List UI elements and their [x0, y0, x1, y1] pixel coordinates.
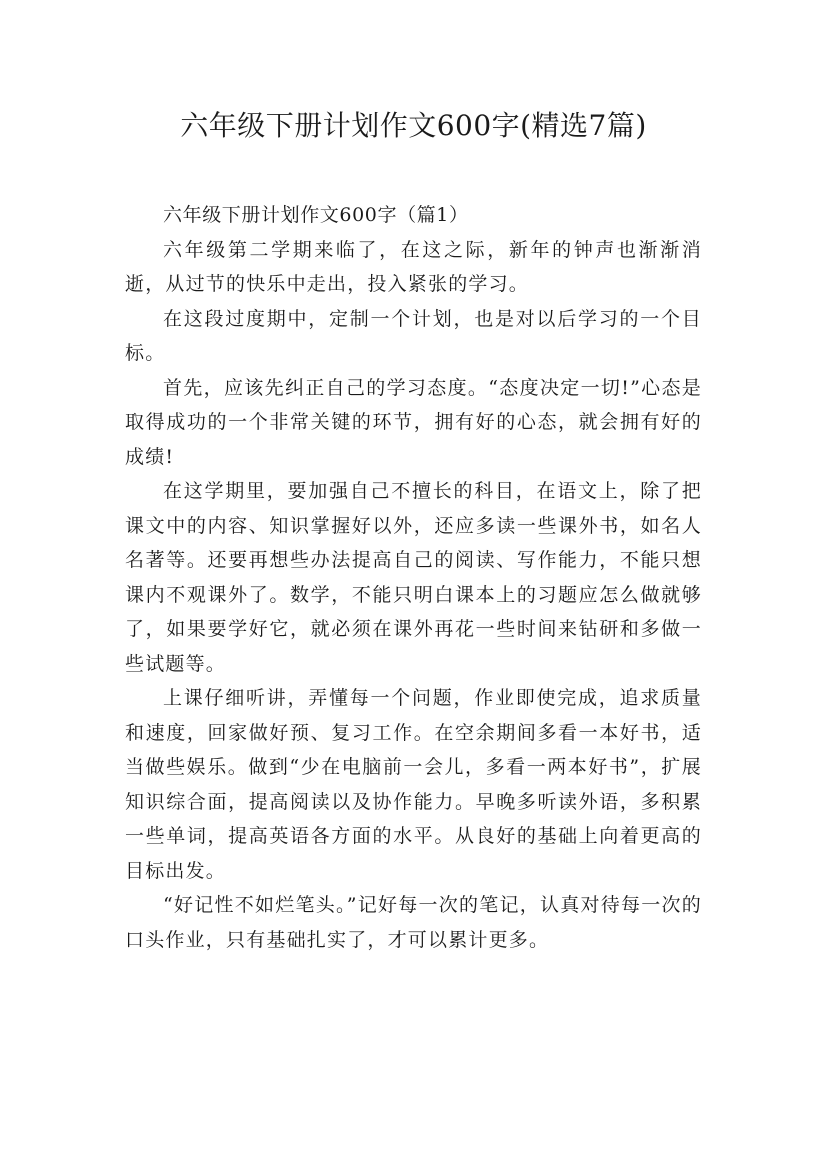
- paragraph: 首先，应该先纠正自己的学习态度。“态度决定一切!”心态是取得成功的一个非常关键的环节，拥有好的心态，就会拥有好的成绩!: [125, 376, 702, 468]
- paragraph: 上课仔细听讲，弄懂每一个问题，作业即使完成，追求质量和速度，回家做好预、复习工作。在空余期间多看一本好书，适当做些娱乐。做到“少在电脑前一会儿，多看一两本好书”，扩展知识综合面，提高阅读以及协作能力。早晚多听读外语，多积累一些单词，提高英语各方面的水平。从良好的基础上向着更高的目标出发。: [125, 687, 702, 882]
- paragraph: “好记性不如烂笔头。”记好每一次的笔记，认真对待每一次的口头作业，只有基础扎实了，才可以累计更多。: [125, 894, 702, 951]
- paragraph: 六年级第二学期来临了，在这之际，新年的钟声也渐渐消逝，从过节的快乐中走出，投入紧张的学习。: [125, 238, 702, 295]
- paragraph: 在这学期里，要加强自己不擅长的科目，在语文上，除了把课文中的内容、知识掌握好以外，还应多读一些课外书，如名人名著等。还要再想些办法提高自己的阅读、写作能力，不能只想课内不观课外了。数学，不能只明白课本上的习题应怎么做就够了，如果要学好它，就必须在课外再花一些时间来钻研和多做一些试题等。: [125, 480, 702, 675]
- section-heading: 六年级下册计划作文600字（篇1）: [163, 204, 469, 226]
- document-title: 六年级下册计划作文600字(精选7篇): [180, 109, 647, 142]
- document-body: [125, 198, 702, 957]
- paragraph: 在这段过度期中，定制一个计划，也是对以后学习的一个目标。: [125, 307, 702, 364]
